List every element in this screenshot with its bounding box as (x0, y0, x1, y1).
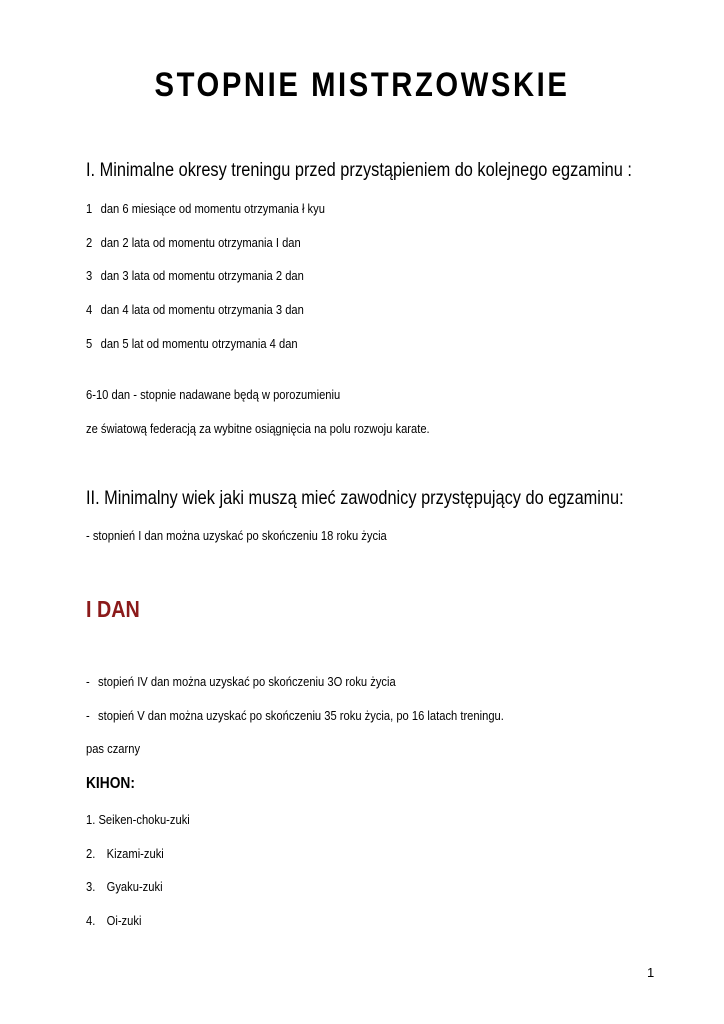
list-item (86, 235, 301, 250)
list-item-text: Oi-zuki (106, 913, 142, 928)
page-title: STOPNIE MISTRZOWSKIE (154, 66, 570, 104)
dan-heading: I DAN (86, 596, 140, 622)
list-item-number: 3 (86, 268, 93, 283)
section-2-heading: II. Minimalny wiek jaki muszą mieć zawodnicy przystępujący do egzaminu: (86, 488, 624, 509)
list-item-text: dan 5 lat od momentu otrzymania 4 dan (100, 336, 298, 351)
list-item-text: Gyaku-zuki (106, 879, 163, 894)
page-number: 1 (647, 965, 655, 980)
list-item-number: 3. (86, 879, 96, 894)
list-item (86, 302, 304, 317)
list-item-text: dan 3 lata od momentu otrzymania 2 dan (100, 268, 304, 283)
list-item-number: 5 (86, 336, 93, 351)
list-item (86, 913, 141, 928)
list-item (86, 674, 396, 689)
list-item-dash: - (86, 708, 90, 723)
section-1-heading: I. Minimalne okresy treningu przed przystąpieniem do kolejnego egzaminu : (86, 160, 632, 181)
list-item (86, 201, 325, 216)
list-item-text: stopień IV dan można uzyskać po skończeniu 3O roku życia (98, 674, 396, 689)
list-item-text: stopień V dan można uzyskać po skończeniu 35 roku życia, po 16 latach treningu. (98, 708, 504, 723)
list-item-text: dan 2 lata od momentu otrzymania I dan (100, 235, 301, 250)
section-2-line-1: - stopnień I dan można uzyskać po skończeniu 18 roku życia (86, 528, 387, 543)
list-item-number: 4 (86, 302, 93, 317)
list-item-text: dan 6 miesiące od momentu otrzymania ł kyu (100, 201, 325, 216)
list-item (86, 708, 504, 723)
section-1-note-line-1: 6-10 dan - stopnie nadawane będą w porozumieniu (86, 387, 341, 402)
list-item-number: 2 (86, 235, 93, 250)
list-item (86, 846, 164, 861)
section-1-note-line-2: ze światową federacją za wybitne osiągnięcia na polu rozwoju karate. (86, 421, 430, 436)
list-item (86, 268, 304, 283)
list-item-text: dan 4 lata od momentu otrzymania 3 dan (100, 302, 304, 317)
list-item-number: 1 (86, 201, 93, 216)
list-item-dash: - (86, 674, 90, 689)
list-item (86, 879, 163, 894)
belt-label: pas czarny (86, 741, 141, 756)
list-item-text: Kizami-zuki (106, 846, 164, 861)
list-item (86, 336, 298, 351)
list-item-number: 1. (86, 812, 96, 827)
kihon-heading: KIHON: (86, 775, 135, 792)
list-item (86, 812, 190, 827)
list-item-number: 4. (86, 913, 96, 928)
list-item-number: 2. (86, 846, 96, 861)
list-item-text: Seiken-choku-zuki (98, 812, 190, 827)
